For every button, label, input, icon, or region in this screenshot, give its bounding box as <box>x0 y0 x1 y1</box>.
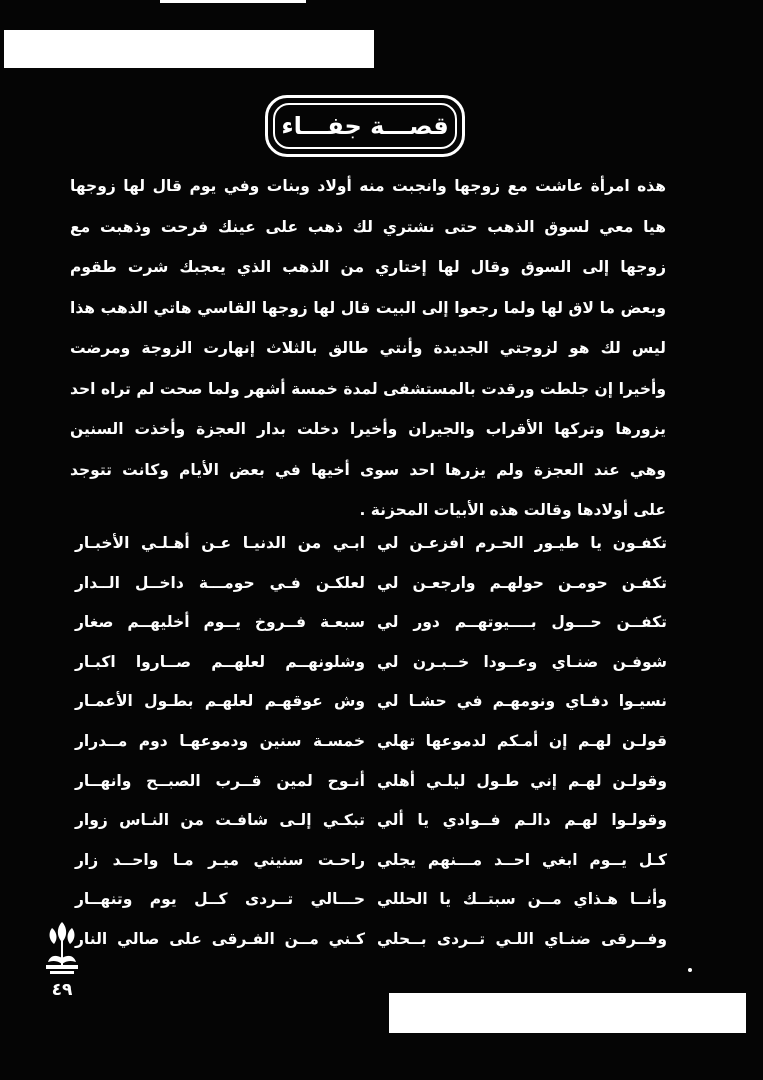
story-line: وهي عند العجزة ولم يزرها احد سوى أخيها في بعض الأيام وكانت تتوجد <box>70 460 666 479</box>
story-line: ليس لك هو لزوجتي الجديدة وأنتي طالق بالثلاث إنهارت الزوجة ومرضت <box>70 339 666 357</box>
top-edge-strip <box>160 0 306 3</box>
poem-verse <box>75 841 667 881</box>
verse-second-half: كـني مــن الفـرقى على صالي النار <box>75 929 365 948</box>
poem-verse <box>75 762 667 802</box>
poem-verse <box>75 801 667 841</box>
stray-dot <box>688 968 692 972</box>
story-line: وأخيرا إن جلطت ورقدت بالمستشفى لمدة خمسة أشهر ولما صحت لم تراه احد <box>70 379 666 398</box>
story-line: يزورها وتركها الأقراب والجيران وأخيرا دخلت بدار العجزة وأخذت السنين <box>70 420 666 438</box>
poem-verse <box>75 603 667 643</box>
verse-first-half: وقولـن لهـم إني طـول ليلـي أهلي <box>377 771 667 790</box>
verse-first-half: كـل يــوم ابغي احــد مـــنهم يجلي <box>377 850 667 869</box>
poem-verse <box>75 564 667 604</box>
verse-second-half: ابـي من الدنيـا عـن أهـلـي الأخبـار <box>75 534 365 552</box>
story-line: وبعض ما لاق لها ولما رجعوا إلى البيت قال لها زوجها القاسي هاتي الذهب هذا <box>70 298 666 317</box>
verse-first-half: نسيـوا دفـاي ونومهـم في حشـا لي <box>377 692 667 711</box>
verse-second-half: لعلكـن فـي حومـــة داخــل الــدار <box>75 573 365 592</box>
poem-verse <box>75 643 667 683</box>
page-number: ٤٩ <box>51 980 73 1000</box>
poem-verse <box>75 682 667 722</box>
verse-second-half: تبكـي إلـى شافـت من النـاس زوار <box>75 811 365 830</box>
verse-first-half: تكفــن حـــول بــــيوتهــم دور لي <box>377 613 667 632</box>
verse-second-half: سبعـة فــروخ يــوم أخليهــم صغار <box>75 613 365 632</box>
verse-second-half: خمسـة سنين ودموعهـا دوم مــدرار <box>75 731 365 750</box>
verse-first-half: وقولـوا لهـم دالـم فــوادي يا ألي <box>377 811 667 830</box>
verse-first-half: وأنــا هـذاي مــن سبتــك يا الحللي <box>377 890 667 909</box>
verse-second-half: وش عوقهـم لعلهـم بطـول الأعمـار <box>75 692 365 711</box>
verse-first-half: قولـن لهـم إن أمـكم لدموعها تهلي <box>377 731 667 750</box>
verse-first-half: وفــرقى ضنـاي اللـي تــردى بــحلي <box>377 929 667 948</box>
story-paragraph <box>70 166 666 531</box>
title-frame <box>265 95 465 157</box>
poem-verse <box>75 524 667 564</box>
poem <box>75 524 667 960</box>
verse-second-half: راحـت سنيني ميـر مـا واحــد زار <box>75 850 365 869</box>
story-line: هيا معي لسوق الذهب حتى نشتري لك ذهب على عينك فرحت وذهبت مع <box>70 217 666 236</box>
poem-verse <box>75 920 667 960</box>
story-line: على أولادها وقالت هذه الأبيات المحزنة . <box>359 501 666 519</box>
bottom-redaction-bar <box>389 993 746 1033</box>
verse-first-half: تكفـن حومـن حولهـم وارجعـن لي <box>377 573 667 592</box>
page-title: قصـــة جفـــاء <box>273 103 457 149</box>
top-redaction-bar <box>4 30 374 68</box>
poem-verse <box>75 880 667 920</box>
verse-first-half: تكفـون يا طيـور الحـرم افزعـن لي <box>377 534 667 552</box>
poem-verse <box>75 722 667 762</box>
story-line: هذه امرأة عاشت مع زوجها وانجبت منه أولاد وبنات وفي يوم قال لها زوجها <box>70 177 666 195</box>
verse-second-half: وشلونهــم لعلهــم صــاروا اكبـار <box>75 652 365 671</box>
verse-second-half: حـــالي تــردى كــل يوم وتنهــار <box>75 890 365 909</box>
story-line: زوجها إلى السوق وقال لها إختاري من الذهب الذي يعجبك شرت طقوم <box>70 258 666 276</box>
tulip-ornament-icon <box>40 918 84 978</box>
verse-first-half: شوفـن ضنـاي وعــودا خــبـرن لي <box>377 652 667 671</box>
verse-second-half: أنـوح لمين قــرب الصبــح وانهــار <box>75 771 365 790</box>
